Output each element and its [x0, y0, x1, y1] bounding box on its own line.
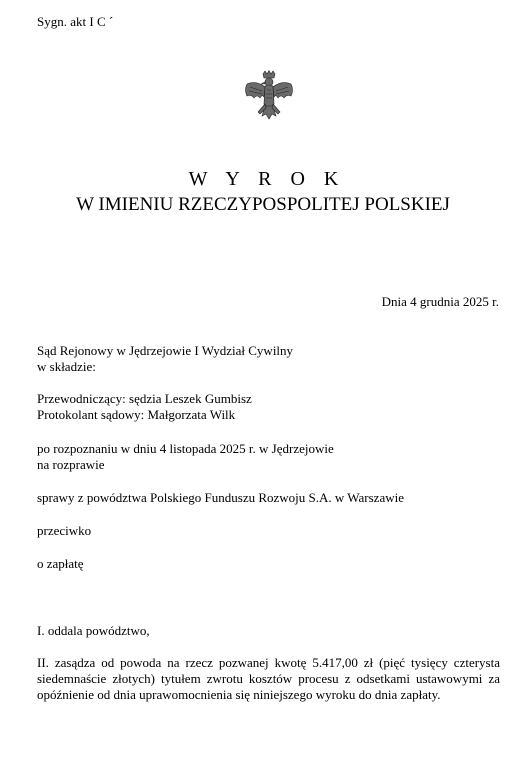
- court-composition-label: w składzie:: [37, 359, 96, 374]
- case-against: przeciwko: [37, 523, 92, 538]
- court-name: Sąd Rejonowy w Jędrzejowie I Wydział Cywilny: [37, 343, 294, 358]
- document-title: W Y R O K: [188, 168, 346, 190]
- hearing-type: na rozprawie: [37, 457, 105, 472]
- presiding-judge: Przewodniczący: sędzia Leszek Gumbisz: [37, 391, 252, 406]
- hearing-date-place: po rozpoznaniu w dniu 4 listopada 2025 r. w Jędrzejowie: [37, 441, 334, 456]
- case-subject: o zapłatę: [37, 556, 84, 571]
- case-claimant: sprawy z powództwa Polskiego Funduszu Rozwoju S.A. w Warszawie: [37, 490, 404, 505]
- ruling-point-1: I. oddala powództwo,: [37, 623, 150, 638]
- case-signature: Sygn. akt I C ´: [37, 14, 114, 29]
- document-subtitle: W IMIENIU RZECZYPOSPOLITEJ POLSKIEJ: [76, 194, 450, 215]
- ruling-point-2: II. zasądza od powoda na rzecz pozwanej kwotę 5.417,00 zł (pięć tysięcy czterysta siedemnaście złotych) tytułem zwrotu kosztów procesu z odsetkami ustawowymi za opóźnienie od dnia uprawomocnienia się niniejszego wyroku do dnia zapłaty.: [37, 655, 500, 702]
- polish-eagle-emblem-icon: [238, 70, 300, 132]
- court-clerk: Protokolant sądowy: Małgorzata Wilk: [37, 407, 236, 422]
- ruling-date: Dnia 4 grudnia 2025 r.: [381, 294, 499, 309]
